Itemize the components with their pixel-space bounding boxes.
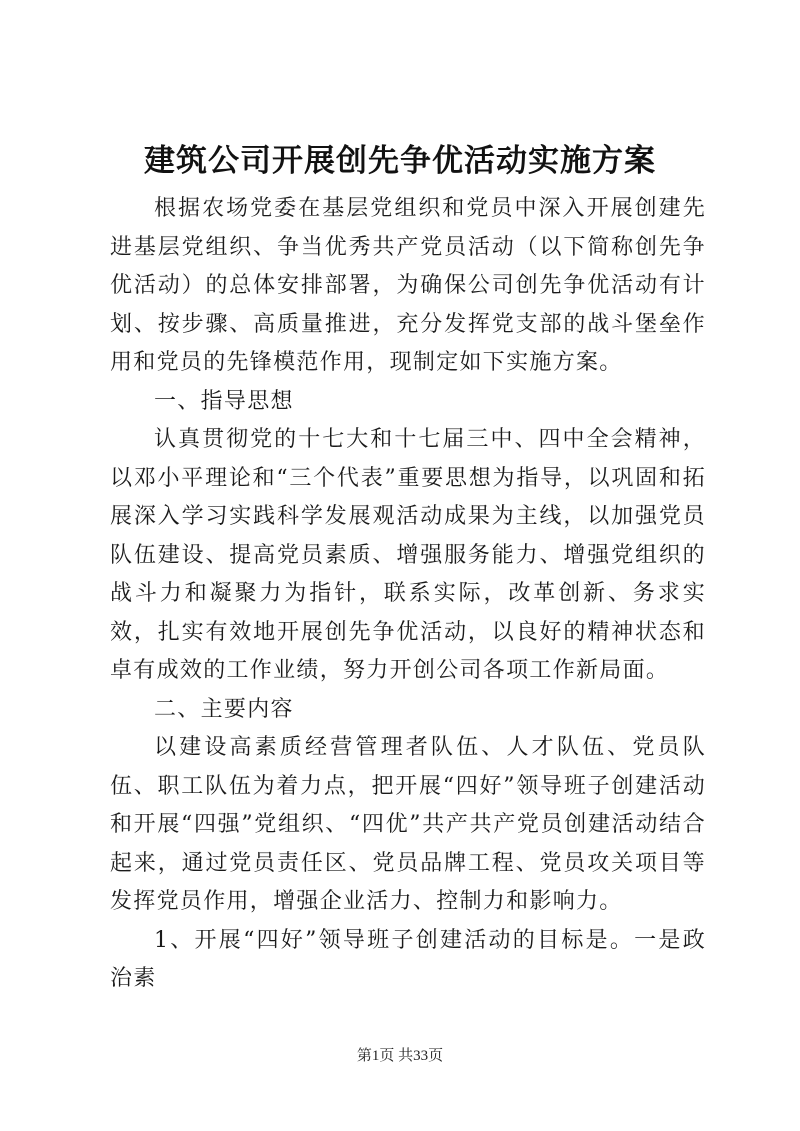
paragraph-main-content: 以建设高素质经营管理者队伍、人才队伍、党员队伍、职工队伍为着力点，把开展“四好”领导班子创建活动和开展“四强”党组织、“四优”共产共产党员创建活动结合起来，通过党员责任区、党员品牌工程、党员攻关项目等发挥党员作用，增强企业活力、控制力和影响力。 <box>110 735 706 914</box>
document-body <box>110 190 706 999</box>
paragraph-intro: 根据农场党委在基层党组织和党员中深入开展创建先进基层党组织、争当优秀共产党员活动（以下简称创先争优活动）的总体安排部署，为确保公司创先争优活动有计划、按步骤、高质量推进，充分发挥党支部的战斗堡垒作用和党员的先锋模范作用，现制定如下实施方案。 <box>110 196 706 375</box>
page-indicator: 第1页 共33页 <box>356 1048 444 1064</box>
paragraph-guiding-ideology: 认真贯彻党的十七大和十七届三中、四中全会精神，以邓小平理论和“三个代表”重要思想为指导，以巩固和拓展深入学习实践科学发展观活动成果为主线，以加强党员队伍建设、提高党员素质、增强服务能力、增强党组织的战斗力和凝聚力为指针，联系实际，改革创新、务求实效，扎实有效地开展创先争优活动，以良好的精神状态和卓有成效的工作业绩，努力开创公司各项工作新局面。 <box>110 427 706 683</box>
section-heading-guiding-ideology: 一、指导思想 <box>154 388 294 414</box>
paragraph-item-1: 1、开展“四好”领导班子创建活动的目标是。一是政治素 <box>110 927 706 991</box>
section-heading-main-content: 二、主要内容 <box>154 696 294 722</box>
document-title: 建筑公司开展创先争优活动实施方案 <box>144 143 656 179</box>
